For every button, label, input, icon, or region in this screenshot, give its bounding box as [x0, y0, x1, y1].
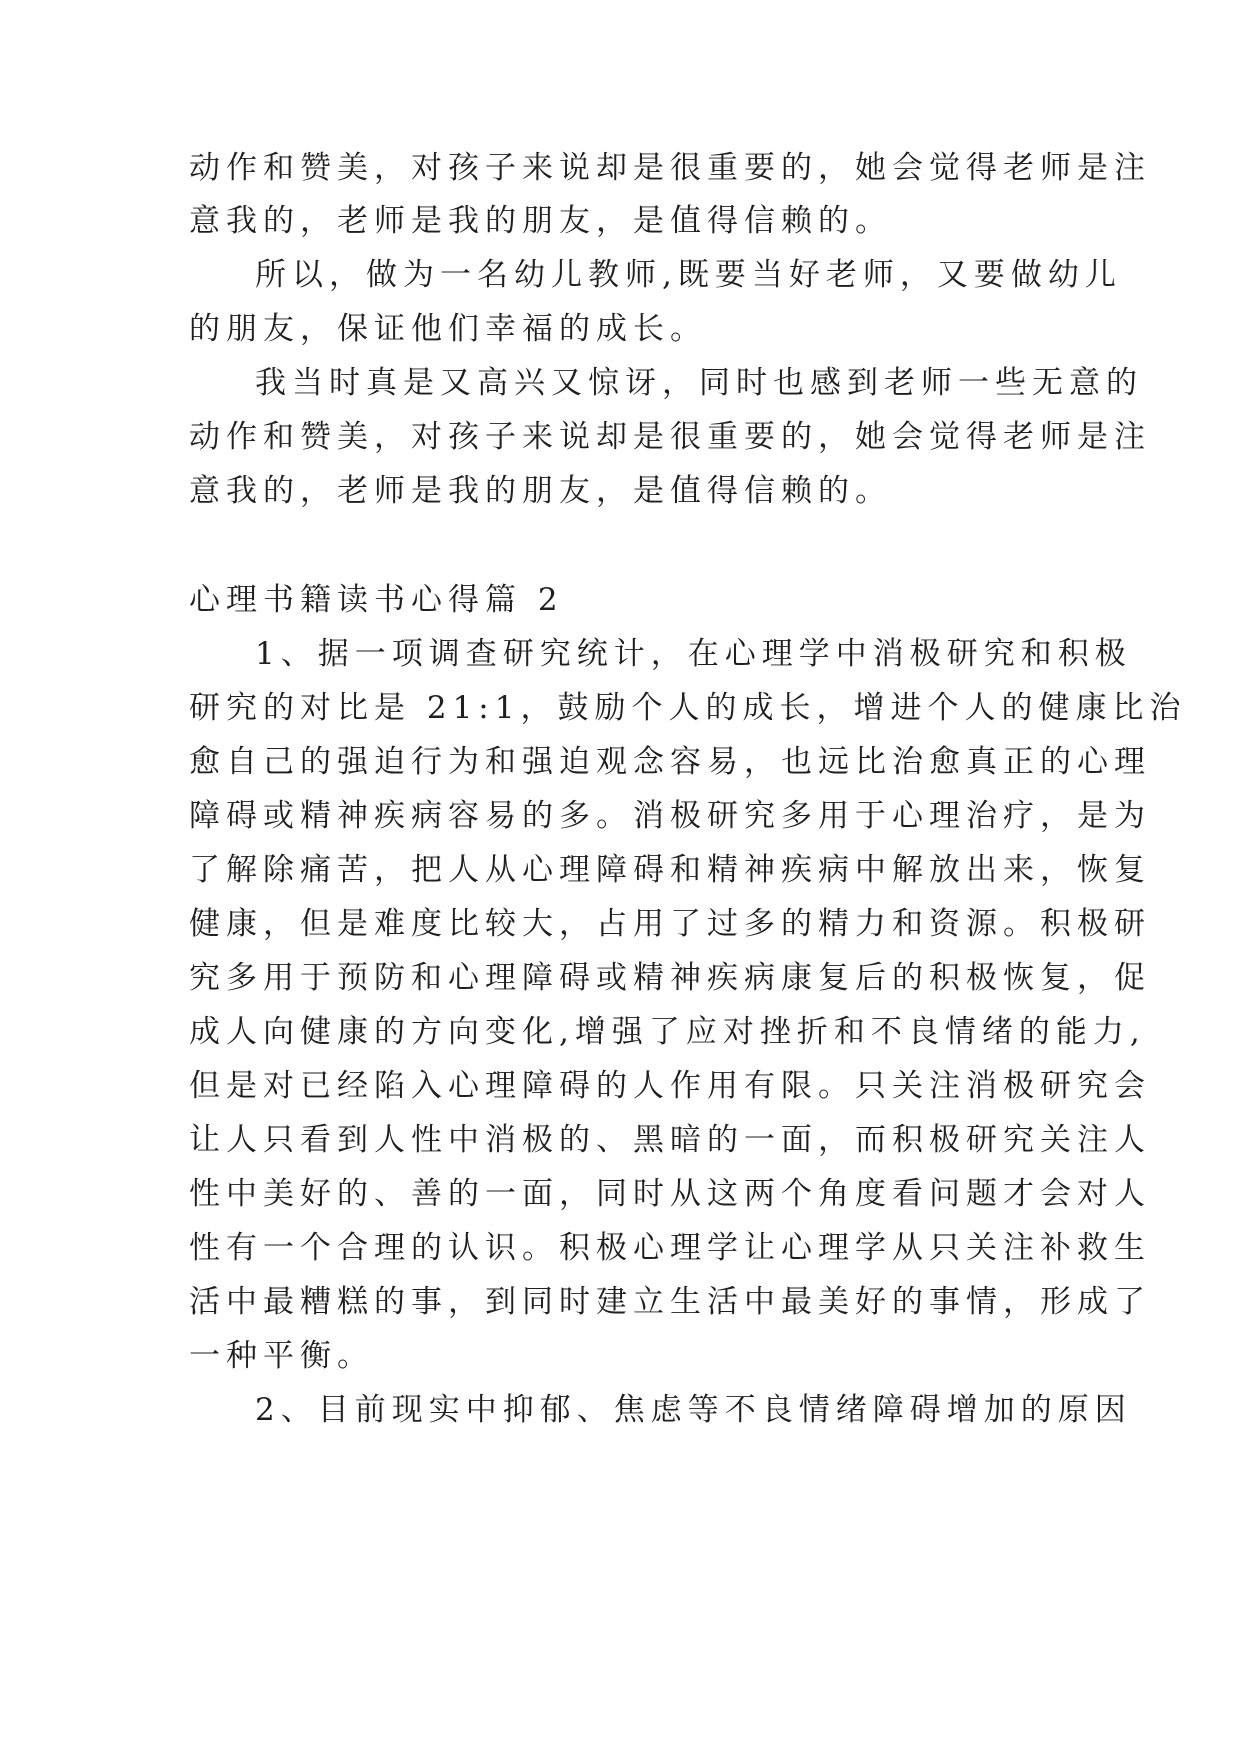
text-line: 愈自己的强迫行为和强迫观念容易，也远比治愈真正的心理	[189, 744, 1151, 780]
text-line: 了解除痛苦，把人从心理障碍和精神疾病中解放出来，恢复	[189, 852, 1151, 888]
paragraph-first-line: 2、目前现实中抑郁、焦虑等不良情绪障碍增加的原因	[255, 1392, 1132, 1428]
section-heading: 心理书籍读书心得篇 2	[189, 582, 564, 618]
text-line: 一种平衡。	[189, 1338, 374, 1374]
text-line: 活中最糟糕的事，到同时建立生活中最美好的事情，形成了	[189, 1284, 1151, 1320]
text-line: 性有一个合理的认识。积极心理学让心理学从只关注补救生	[189, 1230, 1151, 1266]
paragraph-first-line: 1、据一项调查研究统计，在心理学中消极研究和积极	[255, 636, 1132, 672]
text-line: 但是对已经陷入心理障碍的人作用有限。只关注消极研究会	[189, 1068, 1151, 1104]
text-line: 成人向健康的方向变化,增强了应对挫折和不良情绪的能力,	[189, 1014, 1146, 1050]
text-line: 动作和赞美，对孩子来说却是很重要的，她会觉得老师是注	[189, 150, 1151, 186]
text-line: 意我的，老师是我的朋友，是值得信赖的。	[189, 203, 892, 239]
paragraph-first-line: 我当时真是又高兴又惊讶，同时也感到老师一些无意的	[255, 365, 1143, 401]
text-line: 研究的对比是 21:1，鼓励个人的成长，增进个人的健康比治	[189, 690, 1187, 726]
text-line: 意我的，老师是我的朋友，是值得信赖的。	[189, 473, 892, 509]
paragraph-first-line: 所以，做为一名幼儿教师,既要当好老师，又要做幼儿	[255, 257, 1122, 293]
text-line: 障碍或精神疾病容易的多。消极研究多用于心理治疗，是为	[189, 798, 1151, 834]
text-line: 让人只看到人性中消极的、黑暗的一面，而积极研究关注人	[189, 1122, 1151, 1158]
text-line: 究多用于预防和心理障碍或精神疾病康复后的积极恢复，促	[189, 960, 1151, 996]
text-line: 动作和赞美，对孩子来说却是很重要的，她会觉得老师是注	[189, 419, 1151, 455]
text-line: 性中美好的、善的一面，同时从这两个角度看问题才会对人	[189, 1176, 1151, 1212]
text-line: 健康，但是难度比较大，占用了过多的精力和资源。积极研	[189, 906, 1151, 942]
text-line: 的朋友，保证他们幸福的成长。	[189, 311, 707, 347]
